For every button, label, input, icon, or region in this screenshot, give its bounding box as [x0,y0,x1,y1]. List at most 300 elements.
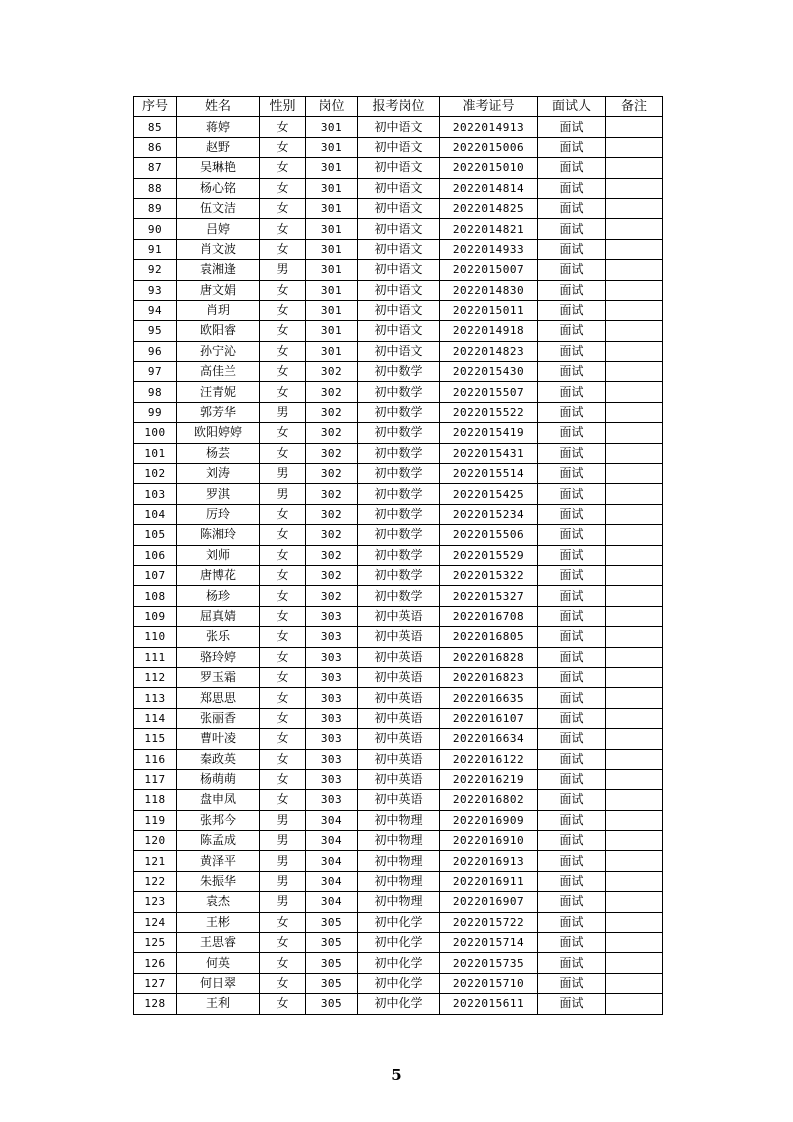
cell-gender: 女 [260,341,306,361]
cell-applied-post: 初中英语 [358,627,440,647]
cell-gender: 女 [260,912,306,932]
cell-name: 罗淇 [177,484,260,504]
cell-seq: 99 [134,402,177,422]
cell-applied-post: 初中英语 [358,647,440,667]
cell-post: 304 [306,810,358,830]
cell-remarks [606,178,663,198]
table-row [134,260,663,280]
table-row [134,219,663,239]
cell-ticket-number: 2022016122 [440,749,538,769]
cell-seq: 119 [134,810,177,830]
cell-gender: 女 [260,239,306,259]
cell-applied-post: 初中英语 [358,790,440,810]
cell-gender: 女 [260,382,306,402]
cell-gender: 男 [260,810,306,830]
table-row [134,280,663,300]
cell-applied-post: 初中数学 [358,423,440,443]
cell-post: 305 [306,994,358,1014]
cell-ticket-number: 2022014814 [440,178,538,198]
cell-ticket-number: 2022015722 [440,912,538,932]
cell-interviewee: 面试 [538,973,606,993]
table-row [134,504,663,524]
cell-seq: 101 [134,443,177,463]
cell-post: 301 [306,137,358,157]
cell-gender: 女 [260,321,306,341]
cell-gender: 男 [260,831,306,851]
cell-interviewee: 面试 [538,994,606,1014]
cell-name: 厉玲 [177,504,260,524]
cell-interviewee: 面试 [538,933,606,953]
cell-ticket-number: 2022015611 [440,994,538,1014]
cell-name: 肖玥 [177,300,260,320]
cell-name: 袁湘逢 [177,260,260,280]
cell-applied-post: 初中物理 [358,831,440,851]
cell-gender: 女 [260,749,306,769]
cell-ticket-number: 2022015735 [440,953,538,973]
cell-remarks [606,525,663,545]
cell-gender: 女 [260,137,306,157]
cell-gender: 女 [260,565,306,585]
cell-remarks [606,402,663,422]
cell-post: 303 [306,790,358,810]
cell-seq: 85 [134,117,177,137]
table-row [134,158,663,178]
cell-name: 伍文洁 [177,198,260,218]
cell-applied-post: 初中物理 [358,871,440,891]
cell-ticket-number: 2022014933 [440,239,538,259]
cell-interviewee: 面试 [538,769,606,789]
cell-name: 赵野 [177,137,260,157]
cell-applied-post: 初中数学 [358,443,440,463]
cell-applied-post: 初中数学 [358,545,440,565]
cell-gender: 男 [260,260,306,280]
cell-post: 303 [306,688,358,708]
cell-name: 蒋婷 [177,117,260,137]
cell-remarks [606,280,663,300]
cell-remarks [606,953,663,973]
cell-applied-post: 初中英语 [358,688,440,708]
cell-remarks [606,810,663,830]
cell-ticket-number: 2022015522 [440,402,538,422]
cell-seq: 108 [134,586,177,606]
cell-gender: 女 [260,219,306,239]
cell-gender: 女 [260,953,306,973]
cell-applied-post: 初中数学 [358,565,440,585]
cell-remarks [606,627,663,647]
cell-interviewee: 面试 [538,565,606,585]
cell-applied-post: 初中数学 [358,362,440,382]
table-row [134,912,663,932]
cell-applied-post: 初中语文 [358,137,440,157]
cell-ticket-number: 2022015529 [440,545,538,565]
cell-interviewee: 面试 [538,300,606,320]
table-row [134,300,663,320]
cell-interviewee: 面试 [538,178,606,198]
cell-interviewee: 面试 [538,790,606,810]
cell-name: 王思睿 [177,933,260,953]
cell-post: 301 [306,280,358,300]
cell-applied-post: 初中数学 [358,586,440,606]
cell-applied-post: 初中语文 [358,198,440,218]
cell-applied-post: 初中化学 [358,933,440,953]
header-ticket-number: 准考证号 [440,97,538,117]
cell-interviewee: 面试 [538,647,606,667]
cell-interviewee: 面试 [538,525,606,545]
cell-name: 郑思思 [177,688,260,708]
table-row [134,851,663,871]
cell-interviewee: 面试 [538,729,606,749]
cell-interviewee: 面试 [538,219,606,239]
cell-gender: 女 [260,178,306,198]
cell-interviewee: 面试 [538,851,606,871]
cell-name: 王彬 [177,912,260,932]
table-row [134,586,663,606]
cell-gender: 男 [260,402,306,422]
cell-interviewee: 面试 [538,362,606,382]
cell-applied-post: 初中语文 [358,158,440,178]
cell-remarks [606,443,663,463]
cell-ticket-number: 2022014825 [440,198,538,218]
cell-name: 欧阳睿 [177,321,260,341]
cell-interviewee: 面试 [538,953,606,973]
cell-name: 郭芳华 [177,402,260,422]
cell-ticket-number: 2022015327 [440,586,538,606]
cell-seq: 88 [134,178,177,198]
cell-name: 曹叶凌 [177,729,260,749]
cell-post: 303 [306,708,358,728]
cell-remarks [606,851,663,871]
cell-ticket-number: 2022014913 [440,117,538,137]
table-row [134,933,663,953]
page-number: 5 [391,1066,402,1084]
cell-seq: 103 [134,484,177,504]
cell-applied-post: 初中语文 [358,321,440,341]
cell-post: 302 [306,484,358,504]
cell-seq: 114 [134,708,177,728]
cell-name: 杨萌萌 [177,769,260,789]
cell-seq: 109 [134,606,177,626]
cell-remarks [606,423,663,443]
cell-remarks [606,688,663,708]
cell-post: 301 [306,341,358,361]
cell-applied-post: 初中数学 [358,464,440,484]
cell-applied-post: 初中物理 [358,810,440,830]
cell-gender: 女 [260,790,306,810]
cell-seq: 93 [134,280,177,300]
cell-post: 302 [306,362,358,382]
cell-applied-post: 初中语文 [358,300,440,320]
cell-post: 302 [306,525,358,545]
cell-remarks [606,545,663,565]
cell-seq: 110 [134,627,177,647]
cell-ticket-number: 2022015714 [440,933,538,953]
cell-gender: 女 [260,627,306,647]
cell-name: 何日翠 [177,973,260,993]
cell-post: 301 [306,260,358,280]
cell-seq: 112 [134,667,177,687]
cell-ticket-number: 2022016823 [440,667,538,687]
header-seq: 序号 [134,97,177,117]
cell-ticket-number: 2022016828 [440,647,538,667]
cell-name: 肖文波 [177,239,260,259]
cell-remarks [606,565,663,585]
cell-gender: 女 [260,158,306,178]
table-row [134,647,663,667]
cell-gender: 女 [260,280,306,300]
cell-post: 302 [306,586,358,606]
table-row [134,729,663,749]
table-row [134,871,663,891]
table-row [134,708,663,728]
table-row [134,341,663,361]
cell-applied-post: 初中语文 [358,280,440,300]
cell-seq: 127 [134,973,177,993]
cell-applied-post: 初中语文 [358,260,440,280]
cell-seq: 107 [134,565,177,585]
cell-name: 唐博花 [177,565,260,585]
cell-seq: 98 [134,382,177,402]
cell-name: 欧阳婷婷 [177,423,260,443]
table-row [134,443,663,463]
cell-gender: 女 [260,973,306,993]
table-row [134,137,663,157]
cell-remarks [606,871,663,891]
cell-applied-post: 初中英语 [358,749,440,769]
table-body [134,117,663,1014]
cell-gender: 女 [260,688,306,708]
cell-interviewee: 面试 [538,423,606,443]
cell-name: 吕婷 [177,219,260,239]
cell-seq: 128 [134,994,177,1014]
cell-name: 罗玉霜 [177,667,260,687]
cell-ticket-number: 2022015507 [440,382,538,402]
cell-interviewee: 面试 [538,464,606,484]
table-row [134,627,663,647]
cell-ticket-number: 2022015007 [440,260,538,280]
cell-post: 305 [306,912,358,932]
cell-name: 秦政英 [177,749,260,769]
cell-remarks [606,321,663,341]
cell-ticket-number: 2022014830 [440,280,538,300]
cell-name: 杨心铭 [177,178,260,198]
cell-ticket-number: 2022016805 [440,627,538,647]
cell-remarks [606,708,663,728]
cell-remarks [606,749,663,769]
cell-applied-post: 初中化学 [358,973,440,993]
cell-remarks [606,994,663,1014]
cell-gender: 女 [260,423,306,443]
cell-seq: 125 [134,933,177,953]
cell-ticket-number: 2022016909 [440,810,538,830]
cell-name: 屈真婧 [177,606,260,626]
cell-interviewee: 面试 [538,606,606,626]
cell-applied-post: 初中英语 [358,667,440,687]
cell-ticket-number: 2022016907 [440,892,538,912]
cell-seq: 96 [134,341,177,361]
cell-name: 张丽香 [177,708,260,728]
cell-remarks [606,341,663,361]
cell-gender: 女 [260,300,306,320]
table-row [134,321,663,341]
table-row [134,953,663,973]
cell-interviewee: 面试 [538,137,606,157]
cell-seq: 106 [134,545,177,565]
cell-ticket-number: 2022016219 [440,769,538,789]
cell-remarks [606,606,663,626]
cell-gender: 女 [260,994,306,1014]
cell-post: 303 [306,729,358,749]
cell-seq: 126 [134,953,177,973]
cell-ticket-number: 2022015006 [440,137,538,157]
cell-gender: 女 [260,667,306,687]
cell-remarks [606,586,663,606]
table-header-row [134,97,663,117]
header-post: 岗位 [306,97,358,117]
cell-seq: 91 [134,239,177,259]
table-row [134,117,663,137]
cell-interviewee: 面试 [538,892,606,912]
cell-post: 303 [306,667,358,687]
header-remarks: 备注 [606,97,663,117]
cell-remarks [606,382,663,402]
cell-name: 黄泽平 [177,851,260,871]
cell-seq: 86 [134,137,177,157]
cell-interviewee: 面试 [538,117,606,137]
header-interviewee: 面试人 [538,97,606,117]
cell-remarks [606,790,663,810]
cell-interviewee: 面试 [538,749,606,769]
cell-interviewee: 面试 [538,198,606,218]
cell-post: 303 [306,769,358,789]
cell-name: 盘申凤 [177,790,260,810]
cell-remarks [606,137,663,157]
cell-interviewee: 面试 [538,667,606,687]
cell-applied-post: 初中语文 [358,178,440,198]
cell-ticket-number: 2022015010 [440,158,538,178]
cell-interviewee: 面试 [538,239,606,259]
cell-applied-post: 初中英语 [358,708,440,728]
cell-applied-post: 初中英语 [358,769,440,789]
cell-seq: 105 [134,525,177,545]
cell-post: 304 [306,831,358,851]
table-row [134,973,663,993]
cell-interviewee: 面试 [538,586,606,606]
cell-post: 304 [306,851,358,871]
cell-post: 302 [306,443,358,463]
table-row [134,198,663,218]
cell-remarks [606,667,663,687]
cell-applied-post: 初中化学 [358,994,440,1014]
cell-post: 303 [306,647,358,667]
cell-post: 301 [306,117,358,137]
table-row [134,892,663,912]
table-row [134,484,663,504]
cell-ticket-number: 2022015710 [440,973,538,993]
cell-post: 302 [306,545,358,565]
cell-name: 吴琳艳 [177,158,260,178]
cell-remarks [606,260,663,280]
cell-remarks [606,504,663,524]
cell-gender: 女 [260,606,306,626]
cell-remarks [606,464,663,484]
cell-gender: 女 [260,729,306,749]
cell-remarks [606,484,663,504]
cell-seq: 124 [134,912,177,932]
cell-remarks [606,300,663,320]
cell-seq: 89 [134,198,177,218]
table-row [134,423,663,443]
cell-name: 陈湘玲 [177,525,260,545]
cell-remarks [606,831,663,851]
cell-interviewee: 面试 [538,382,606,402]
cell-gender: 女 [260,647,306,667]
table-row [134,178,663,198]
cell-gender: 女 [260,933,306,953]
cell-interviewee: 面试 [538,341,606,361]
cell-interviewee: 面试 [538,810,606,830]
cell-name: 朱振华 [177,871,260,891]
cell-gender: 女 [260,586,306,606]
cell-gender: 女 [260,198,306,218]
cell-ticket-number: 2022015506 [440,525,538,545]
cell-post: 301 [306,158,358,178]
cell-seq: 104 [134,504,177,524]
cell-seq: 94 [134,300,177,320]
cell-interviewee: 面试 [538,158,606,178]
cell-name: 杨芸 [177,443,260,463]
header-applied-post: 报考岗位 [358,97,440,117]
cell-post: 301 [306,219,358,239]
cell-name: 陈孟成 [177,831,260,851]
cell-ticket-number: 2022015431 [440,443,538,463]
cell-post: 303 [306,606,358,626]
header-gender: 性别 [260,97,306,117]
table-row [134,402,663,422]
cell-applied-post: 初中英语 [358,729,440,749]
cell-post: 305 [306,933,358,953]
cell-ticket-number: 2022014823 [440,341,538,361]
cell-seq: 100 [134,423,177,443]
cell-name: 王利 [177,994,260,1014]
cell-seq: 111 [134,647,177,667]
cell-gender: 男 [260,892,306,912]
cell-gender: 女 [260,504,306,524]
cell-ticket-number: 2022016911 [440,871,538,891]
cell-seq: 92 [134,260,177,280]
cell-interviewee: 面试 [538,321,606,341]
cell-seq: 102 [134,464,177,484]
cell-seq: 118 [134,790,177,810]
cell-ticket-number: 2022014821 [440,219,538,239]
cell-applied-post: 初中语文 [358,117,440,137]
cell-interviewee: 面试 [538,627,606,647]
cell-gender: 女 [260,769,306,789]
cell-seq: 117 [134,769,177,789]
cell-ticket-number: 2022015430 [440,362,538,382]
cell-name: 何英 [177,953,260,973]
cell-seq: 121 [134,851,177,871]
cell-remarks [606,892,663,912]
cell-interviewee: 面试 [538,443,606,463]
cell-post: 302 [306,402,358,422]
cell-remarks [606,198,663,218]
interview-roster-table [133,96,663,1015]
cell-seq: 90 [134,219,177,239]
cell-applied-post: 初中物理 [358,851,440,871]
cell-post: 302 [306,464,358,484]
cell-name: 唐文娟 [177,280,260,300]
cell-applied-post: 初中数学 [358,402,440,422]
